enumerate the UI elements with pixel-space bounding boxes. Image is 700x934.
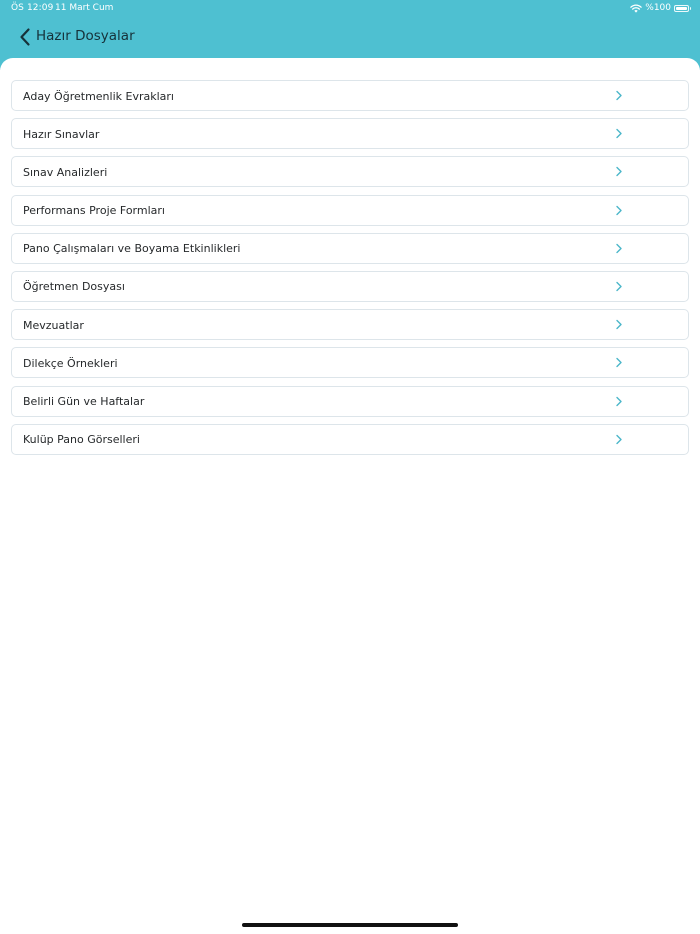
list-item[interactable] <box>11 309 689 340</box>
list-item[interactable] <box>11 233 689 264</box>
chevron-right-icon <box>615 434 623 445</box>
chevron-right-icon <box>615 357 623 368</box>
list-item-label: Belirli Gün ve Haftalar <box>23 395 145 408</box>
list-item[interactable] <box>11 118 689 149</box>
chevron-right-icon <box>615 281 623 292</box>
list-item[interactable] <box>11 80 689 111</box>
list-item-label: Performans Proje Formları <box>23 204 165 218</box>
chevron-right-icon <box>615 319 623 330</box>
list-item[interactable] <box>11 386 689 417</box>
wifi-icon <box>630 4 642 13</box>
home-indicator[interactable] <box>242 923 458 927</box>
status-bar <box>0 0 700 18</box>
list-item-label: Pano Çalışmaları ve Boyama Etkinlikleri <box>23 242 241 256</box>
list-item-label: Kulüp Pano Görselleri <box>23 433 140 447</box>
chevron-right-icon <box>615 396 623 407</box>
status-indicators <box>630 3 689 13</box>
chevron-right-icon <box>615 166 623 177</box>
chevron-right-icon <box>615 128 623 139</box>
status-time: ÖS 12:09 <box>11 3 54 13</box>
list-item[interactable] <box>11 271 689 302</box>
chevron-right-icon <box>615 90 623 101</box>
list-item-label: Hazır Sınavlar <box>23 127 100 141</box>
list-item-label: Öğretmen Dosyası <box>23 280 125 294</box>
list-item-label: Sınav Analizleri <box>23 165 108 179</box>
status-date: 11 Mart Cum <box>55 3 114 13</box>
chevron-right-icon <box>615 205 623 216</box>
chevron-left-icon[interactable] <box>15 26 37 48</box>
list-item[interactable] <box>11 347 689 378</box>
battery-icon <box>674 5 689 12</box>
list-item-label: Dilekçe Örnekleri <box>23 356 118 370</box>
chevron-right-icon <box>615 243 623 254</box>
list-item[interactable] <box>11 156 689 187</box>
list-item[interactable] <box>11 424 689 455</box>
list-item-label: Mevzuatlar <box>23 318 84 332</box>
battery-percent: %100 <box>645 3 671 13</box>
battery-level <box>676 7 687 10</box>
file-category-list <box>11 80 689 462</box>
page-title: Hazır Dosyalar <box>36 28 135 44</box>
list-item[interactable] <box>11 195 689 226</box>
list-item-label: Aday Öğretmenlik Evrakları <box>23 89 174 103</box>
